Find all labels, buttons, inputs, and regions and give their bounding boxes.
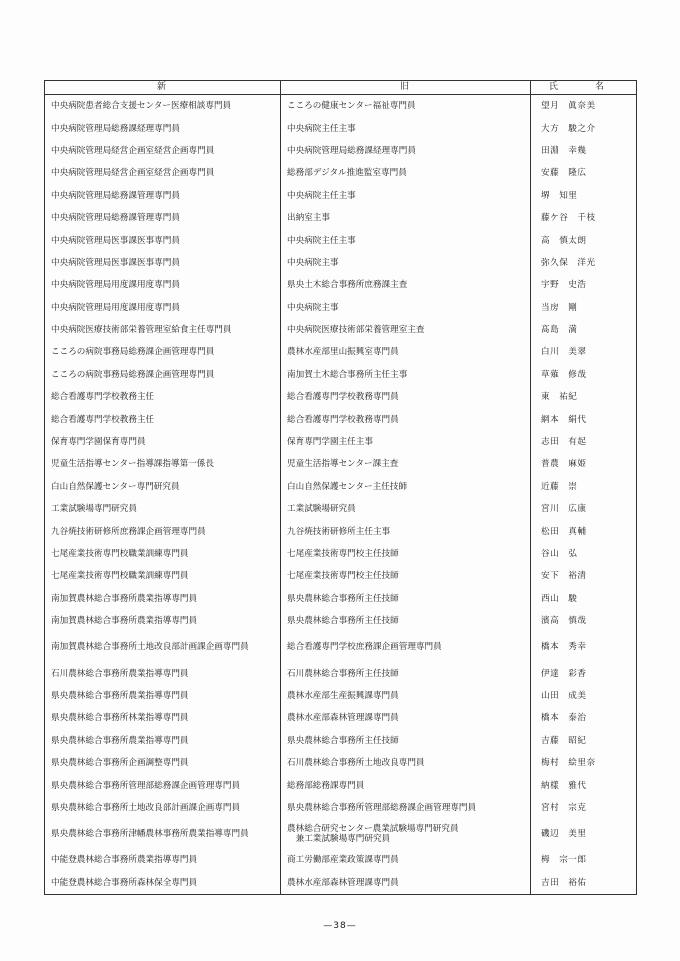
person-name-cell: 濱高 慎哉 (531, 610, 637, 632)
old-position-cell: 農林総合研究センター農業試験場専門研究員 兼工業試験場専門研究員 (281, 819, 531, 849)
new-position-cell: 石川農林総合事務所農業指導専門員 (45, 662, 281, 684)
new-position-cell: 県央農林総合事務所農業指導専門員 (45, 730, 281, 752)
new-position-cell: 中央病院管理局用度課用度専門員 (45, 297, 281, 319)
new-position-cell: 中央病院医療技術部栄養管理室給食主任専門員 (45, 319, 281, 341)
table-row (45, 341, 637, 363)
new-position-cell: 南加賀農林総合事務所農業指導専門員 (45, 588, 281, 610)
person-name-cell: 志田 有起 (531, 431, 637, 453)
person-name-cell: 望月 眞奈美 (531, 95, 637, 118)
new-position-cell: こころの病院事務局総務課企画管理専門員 (45, 341, 281, 363)
old-position-cell: 石川農林総合事務所主任技師 (281, 662, 531, 684)
person-name-cell: 高 慎太朗 (531, 229, 637, 251)
person-name-cell: 吉藤 昭紀 (531, 730, 637, 752)
old-position-cell: 総務部総務課専門員 (281, 774, 531, 796)
old-position-cell: こころの健康センター福祉専門員 (281, 95, 531, 118)
new-position-cell: 中能登農林総合事務所森林保全専門員 (45, 872, 281, 895)
table-row (45, 565, 637, 587)
old-position-cell: 農林水産部森林管理課専門員 (281, 872, 531, 895)
table-row (45, 662, 637, 684)
table-row (45, 774, 637, 796)
table-row (45, 730, 637, 752)
person-name-cell: 近藤 崇 (531, 476, 637, 498)
new-position-cell: 県央農林総合事務所津幡農林事務所農業指導専門員 (45, 819, 281, 849)
old-position-cell: 県央農林総合事務所管理部総務課企画管理専門員 (281, 797, 531, 819)
table-row (45, 819, 637, 849)
old-position-cell: 中央病院主事 (281, 252, 531, 274)
old-position-cell: 中央病院主任主事 (281, 229, 531, 251)
new-position-cell: 中央病院管理局総務課経理専門員 (45, 117, 281, 139)
table-row (45, 610, 637, 632)
old-position-cell: 中央病院医療技術部栄養管理室主査 (281, 319, 531, 341)
old-position-cell: 工業試験場研究員 (281, 498, 531, 520)
new-position-cell: 中央病院管理局総務課管理専門員 (45, 185, 281, 207)
old-position-cell: 中央病院主事 (281, 297, 531, 319)
new-position-cell: 中央病院管理局総務課管理専門員 (45, 207, 281, 229)
person-name-cell: 吉田 裕佑 (531, 872, 637, 895)
new-position-cell: 中央病院管理局医事課医事専門員 (45, 229, 281, 251)
old-position-cell: 九谷焼技術研修所主任主事 (281, 520, 531, 542)
old-position-cell: 出納室主事 (281, 207, 531, 229)
table-row (45, 386, 637, 408)
old-position-cell: 農林水産部森林管理課専門員 (281, 707, 531, 729)
person-name-cell: 安藤 隆広 (531, 162, 637, 184)
table-row (45, 588, 637, 610)
person-name-cell: 梅村 絵里奈 (531, 752, 637, 774)
new-position-cell: 七尾産業技術専門校職業訓練専門員 (45, 543, 281, 565)
table-row (45, 95, 637, 118)
person-name-cell: 白川 美翠 (531, 341, 637, 363)
new-position-cell: 県央農林総合事務所管理部総務課企画管理専門員 (45, 774, 281, 796)
person-name-cell: 宇野 史浩 (531, 274, 637, 296)
table-row (45, 207, 637, 229)
old-position-cell: 総合看護専門学校教務専門員 (281, 408, 531, 430)
old-position-cell: 中央病院主任主事 (281, 117, 531, 139)
table-row (45, 229, 637, 251)
table-row (45, 453, 637, 475)
old-position-cell: 南加賀土木総合事務所主任主事 (281, 364, 531, 386)
person-name-cell: 大方 駿之介 (531, 117, 637, 139)
table-row (45, 162, 637, 184)
table-row (45, 117, 637, 139)
new-position-cell: 総合看護専門学校教務主任 (45, 408, 281, 430)
old-position-cell: 児童生活指導センター課主査 (281, 453, 531, 475)
page-number: —38— (323, 921, 357, 931)
person-name-cell: 橋本 秀幸 (531, 632, 637, 662)
table-row (45, 543, 637, 565)
person-name-cell: 宮村 宗克 (531, 797, 637, 819)
old-position-cell: 総合看護専門学校庶務課企画管理専門員 (281, 632, 531, 662)
old-position-cell: 白山自然保護センター主任技師 (281, 476, 531, 498)
person-name-cell: 東 祐紀 (531, 386, 637, 408)
old-position-cell: 県央農林総合事務所主任技師 (281, 610, 531, 632)
table-row (45, 872, 637, 895)
header-old: 旧 (281, 81, 531, 95)
personnel-table (44, 80, 637, 895)
new-position-cell: 県央農林総合事務所企画調整専門員 (45, 752, 281, 774)
table-row (45, 185, 637, 207)
person-name-cell: 伊達 彩香 (531, 662, 637, 684)
person-name-cell: 西山 駿 (531, 588, 637, 610)
table-row (45, 752, 637, 774)
new-position-cell: 中央病院管理局経営企画室経営企画専門員 (45, 162, 281, 184)
person-name-cell: 安下 裕清 (531, 565, 637, 587)
old-position-cell: 石川農林総合事務所土地改良専門員 (281, 752, 531, 774)
table-row (45, 252, 637, 274)
person-name-cell: 弥久保 洋光 (531, 252, 637, 274)
table-row (45, 632, 637, 662)
table-row (45, 498, 637, 520)
new-position-cell: 九谷焼技術研修所庶務課企画管理専門員 (45, 520, 281, 542)
person-name-cell: 普農 麻姫 (531, 453, 637, 475)
new-position-cell: 児童生活指導センター指導課指導第一係長 (45, 453, 281, 475)
old-position-cell: 農林水産部生産振興課専門員 (281, 685, 531, 707)
old-position-cell: 総合看護専門学校教務専門員 (281, 386, 531, 408)
old-position-cell: 県央農林総合事務所主任技師 (281, 588, 531, 610)
new-position-cell: 中能登農林総合事務所農業指導専門員 (45, 849, 281, 871)
new-position-cell: 中央病院管理局医事課医事専門員 (45, 252, 281, 274)
new-position-cell: 白山自然保護センター専門研究員 (45, 476, 281, 498)
header-new: 新 (45, 81, 281, 95)
table-row (45, 140, 637, 162)
old-position-cell: 七尾産業技術専門校主任技師 (281, 543, 531, 565)
person-name-cell: 田淵 幸幾 (531, 140, 637, 162)
table-row (45, 520, 637, 542)
person-name-cell: 草薙 修哉 (531, 364, 637, 386)
old-position-cell: 中央病院管理局総務課経理専門員 (281, 140, 531, 162)
table-row (45, 685, 637, 707)
person-name-cell: 納樣 雅代 (531, 774, 637, 796)
old-position-cell: 県央土木総合事務所庶務課主査 (281, 274, 531, 296)
table-row (45, 849, 637, 871)
new-position-cell: 工業試験場専門研究員 (45, 498, 281, 520)
new-position-cell: 中央病院管理局経営企画室経営企画専門員 (45, 140, 281, 162)
table-row (45, 319, 637, 341)
new-position-cell: 南加賀農林総合事務所農業指導専門員 (45, 610, 281, 632)
old-position-cell: 県央農林総合事務所主任技師 (281, 730, 531, 752)
table-header-row (45, 81, 637, 95)
old-position-cell: 農林水産部里山振興室専門員 (281, 341, 531, 363)
new-position-cell: 中央病院管理局用度課用度専門員 (45, 274, 281, 296)
person-name-cell: 当房 剛 (531, 297, 637, 319)
old-position-cell: 商工労働部産業政策課専門員 (281, 849, 531, 871)
header-name: 氏 名 (531, 81, 637, 95)
person-name-cell: 網本 絹代 (531, 408, 637, 430)
new-position-cell: 県央農林総合事務所土地改良部計画課企画専門員 (45, 797, 281, 819)
table-row (45, 476, 637, 498)
person-name-cell: 髙島 満 (531, 319, 637, 341)
person-name-cell: 栂 宗一郎 (531, 849, 637, 871)
person-name-cell: 磯辺 美里 (531, 819, 637, 849)
person-name-cell: 山田 成美 (531, 685, 637, 707)
new-position-cell: 七尾産業技術専門校職業訓練専門員 (45, 565, 281, 587)
new-position-cell: こころの病院事務局総務課企画管理専門員 (45, 364, 281, 386)
new-position-cell: 南加賀農林総合事務所土地改良部計画課企画専門員 (45, 632, 281, 662)
table-row (45, 364, 637, 386)
old-position-cell: 七尾産業技術専門校主任技師 (281, 565, 531, 587)
new-position-cell: 県央農林総合事務所林業指導専門員 (45, 707, 281, 729)
old-position-cell: 総務部デジタル推進監室専門員 (281, 162, 531, 184)
person-name-cell: 堺 知里 (531, 185, 637, 207)
person-name-cell: 松田 真輔 (531, 520, 637, 542)
new-position-cell: 県央農林総合事務所農業指導専門員 (45, 685, 281, 707)
person-name-cell: 藤ケ谷 千枝 (531, 207, 637, 229)
table-row (45, 274, 637, 296)
table-row (45, 297, 637, 319)
new-position-cell: 保育専門学園保育専門員 (45, 431, 281, 453)
table-row (45, 431, 637, 453)
new-position-cell: 総合看護専門学校教務主任 (45, 386, 281, 408)
table-body (45, 95, 637, 895)
new-position-cell: 中央病院患者総合支援センター医療相談専門員 (45, 95, 281, 118)
table-row (45, 707, 637, 729)
table-row (45, 408, 637, 430)
person-name-cell: 橋本 泰治 (531, 707, 637, 729)
old-position-cell: 保育専門学園主任主事 (281, 431, 531, 453)
person-name-cell: 宮川 広康 (531, 498, 637, 520)
old-position-cell: 中央病院主任主事 (281, 185, 531, 207)
person-name-cell: 谷山 弘 (531, 543, 637, 565)
table-row (45, 797, 637, 819)
